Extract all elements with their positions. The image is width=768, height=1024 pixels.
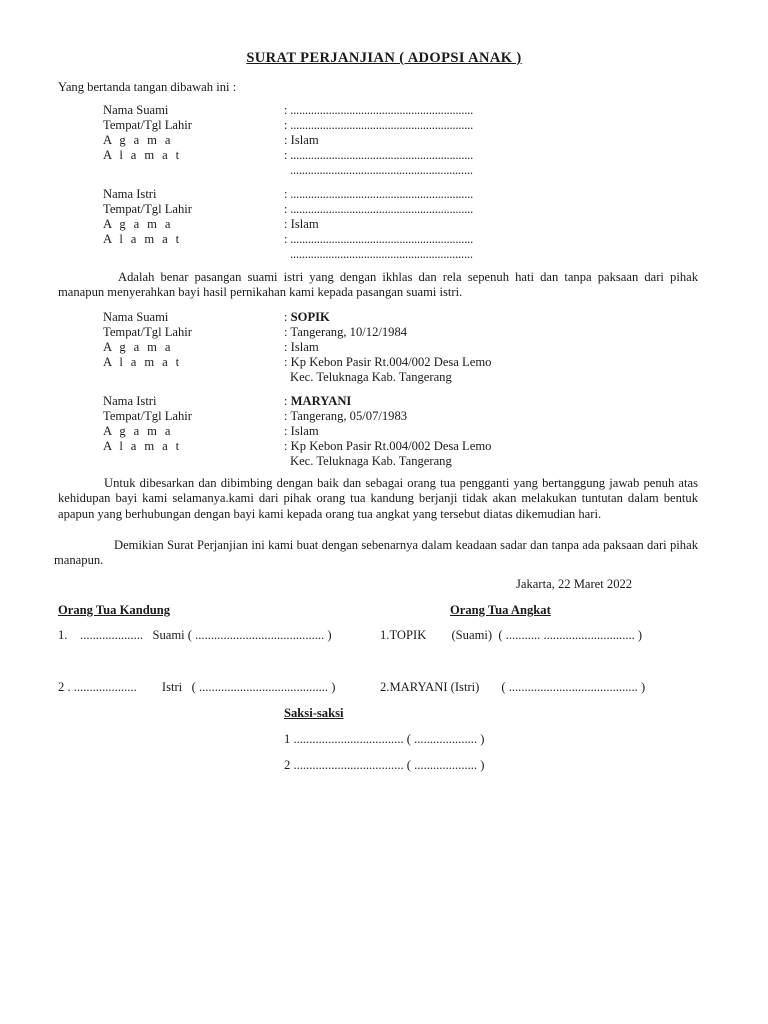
value-agama: : Islam [284, 340, 319, 354]
place-date: Jakarta, 22 Maret 2022 [516, 577, 633, 591]
signature-row-1-right: 1.TOPIK (Suami) ( ........... ............................. ) [380, 628, 643, 642]
value-alamat: : Kp Kebon Pasir Rt.004/002 Desa Lemo [284, 439, 492, 453]
value-agama: : Islam [284, 424, 319, 438]
label-tempat-tgl-lahir: Tempat/Tgl Lahir [103, 409, 192, 423]
value-agama: : Islam [284, 217, 319, 231]
blank-alamat-cont: .............................................................. [290, 247, 473, 261]
label-agama: A g a m a [103, 133, 173, 147]
witness-2: 2 ................................... ( .................... ) [284, 758, 485, 772]
blank-alamat-cont: .............................................................. [290, 163, 473, 177]
heading-saksi: Saksi-saksi [284, 706, 344, 720]
document-title: SURAT PERJANJIAN ( ADOPSI ANAK ) [246, 50, 522, 66]
value-agama: : Islam [284, 133, 319, 147]
label-nama-istri: Nama Istri [103, 394, 157, 408]
signature-row-2-right: 2.MARYANI (Istri) ( ......................................... ) [380, 680, 646, 694]
label-nama-suami: Nama Suami [103, 103, 169, 117]
wife-name: MARYANI [290, 394, 352, 408]
label-agama: A g a m a [103, 340, 173, 354]
blank-tempat-tgl-lahir: : .............................................................. [284, 118, 474, 132]
intro-text: Yang bertanda tangan dibawah ini : [58, 80, 237, 94]
witness-1: 1 ................................... ( .................... ) [284, 732, 485, 746]
signature-row-1-left: 1. .................... Suami ( ......................................... ) [58, 628, 332, 642]
label-alamat: A l a m a t [103, 355, 182, 369]
blank-tempat-tgl-lahir: : .............................................................. [284, 202, 474, 216]
label-tempat-tgl-lahir: Tempat/Tgl Lahir [103, 202, 192, 216]
label-tempat-tgl-lahir: Tempat/Tgl Lahir [103, 325, 192, 339]
blank-nama-suami: : .............................................................. [284, 103, 474, 117]
value-alamat: : Kp Kebon Pasir Rt.004/002 Desa Lemo [284, 355, 492, 369]
value-tempat-tgl-lahir: : Tangerang, 05/07/1983 [284, 409, 408, 423]
label-agama: A g a m a [103, 217, 173, 231]
blank-nama-istri: : .............................................................. [284, 187, 474, 201]
husband-name: SOPIK [290, 310, 330, 324]
label-nama-suami: Nama Suami [103, 310, 169, 324]
label-tempat-tgl-lahir: Tempat/Tgl Lahir [103, 118, 192, 132]
label-nama-istri: Nama Istri [103, 187, 157, 201]
value-nama-suami: : SOPIK [284, 310, 330, 324]
statement-paragraph: Adalah benar pasangan suami istri yang dengan ikhlas dan rela sepenuh hati dan tanpa paksaan dari pihak manapun menyerahkan bayi hasil pernikahan kami kepada pasangan suami istri. [58, 270, 698, 300]
commitment-paragraph: Untuk dibesarkan dan dibimbing dengan baik dan sebagai orang tua pengganti yang bertanggung jawab penuh atas kehidupan bayi kami selamanya.kami dari pihak orang tua kandung berjanji tidak akan melakukan tuntutan dalam bentuk apapun yang berhubungan dengan bayi kami kepada orang tua angkat yang tersebut diatas dikemudian hari. [58, 476, 698, 521]
heading-orang-tua-angkat: Orang Tua Angkat [450, 603, 551, 617]
label-alamat: A l a m a t [103, 232, 182, 246]
blank-alamat: : .............................................................. [284, 232, 474, 246]
heading-orang-tua-kandung: Orang Tua Kandung [58, 603, 171, 617]
label-alamat: A l a m a t [103, 439, 182, 453]
value-alamat-cont: Kec. Teluknaga Kab. Tangerang [290, 454, 452, 468]
signature-row-2-left: 2 . .................... Istri ( ......................................... ) [58, 680, 336, 694]
label-agama: A g a m a [103, 424, 173, 438]
value-nama-istri: : MARYANI [284, 394, 352, 408]
closing-paragraph: Demikian Surat Perjanjian ini kami buat dengan sebenarnya dalam keadaan sadar dan tanpa ada paksaan dari pihak manapun. [54, 538, 698, 568]
value-tempat-tgl-lahir: : Tangerang, 10/12/1984 [284, 325, 408, 339]
label-alamat: A l a m a t [103, 148, 182, 162]
blank-alamat: : .............................................................. [284, 148, 474, 162]
value-alamat-cont: Kec. Teluknaga Kab. Tangerang [290, 370, 452, 384]
